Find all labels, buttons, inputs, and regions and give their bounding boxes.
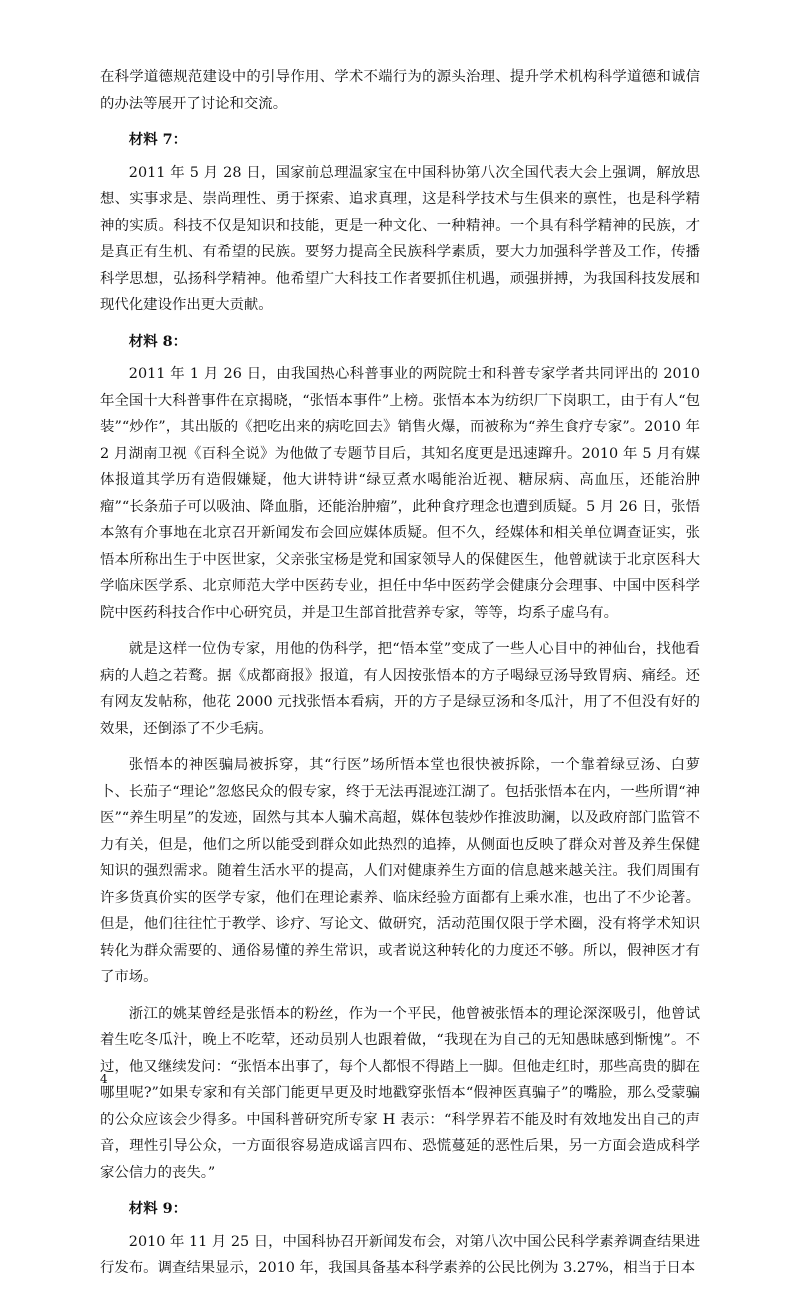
material-7-paragraph: 2011 年 5 月 28 日，国家前总理温家宝在中国科协第八次全国代表大会上强调，解放思想、实事求是、崇尚理性、勇于探索、追求真理，这是科学技术与生俱来的禀性，也是科学精神的实质。科技不仅是知识和技能，更是一种文化、一种精神。一个具有科学精神的民族，才是真正有生机、有希望的民族。要努力提高全民族科学素质，要大力加强科学普及工作，传播科学思想，弘扬科学精神。他希望广大科技工作者要抓住机遇，顽强拼搏，为我国科技发展和现代化建设作出更大贡献。 bbox=[100, 164, 700, 313]
intro-paragraph: 在科学道德规范建设中的引导作用、学术不端行为的源头治理、提升学术机构科学道德和诚信的办法等展开了讨论和交流。 bbox=[100, 69, 700, 112]
material-9-heading: 材料 9： bbox=[128, 1200, 187, 1217]
material-8-paragraph-3: 张悟本的神医骗局被拆穿，其“行医”场所悟本堂也很快被拆除，一个靠着绿豆汤、白萝卜、长茄子“理论”忽悠民众的假专家，终于无法再混迹江湖了。包括张悟本在内，一些所谓“神医”“养生明星”的发迹，固然与其本人骗术高超，媒体包装炒作推波助澜，以及政府部门监管不力有关，但是，他们之所以能受到群众如此热烈的追捧，从侧面也反映了群众对普及养生保健知识的强烈需求。随着生活水平的提高，人们对健康养生方面的信息越来越关注。我们周围有许多货真价实的医学专家，他们在理论素养、临床经验方面都有上乘水准，也出了不少论著。但是，他们往往忙于教学、诊疗、写论文、做研究，活动范围仅限于学术圈，没有将学术知识转化为群众需要的、通俗易懂的养生常识，或者说这种转化的力度还不够。所以，假神医才有了市场。 bbox=[100, 757, 700, 985]
document-body bbox=[100, 64, 700, 1292]
material-9-paragraph: 2010 年 11 月 25 日，中国科协召开新闻发布会，对第八次中国公民科学素养调查结果进行发布。调查结果显示，2010 年，我国具备基本科学素养的公民比例为 3.27%，相当于日本 bbox=[100, 1233, 700, 1276]
material-7-heading: 材料 7： bbox=[128, 131, 187, 148]
material-8-paragraph-2: 就是这样一位伪专家，用他的伪科学，把“悟本堂”变成了一些人心目中的神仙台，找他看病的人趋之若鹜。据《成都商报》报道，有人因按张悟本的方子喝绿豆汤导致胃病、痛经。还有网友发帖称，他花 2000 元找张悟本看病，开的方子是绿豆汤和冬瓜汁，用了不但没有好的效果，还倒添了不少毛病。 bbox=[100, 641, 700, 737]
material-8-paragraph-4: 浙江的姚某曾经是张悟本的粉丝，作为一个平民，他曾被张悟本的理论深深吸引，他曾试着生吃冬瓜汁，晚上不吃荤，还动员别人也跟着做，“我现在为自己的无知愚昧感到惭愧”。不过，他又继续发问：“张悟本出事了，每个人都恨不得踏上一脚。但他走红时，那些高贵的脚在哪里呢?”如果专家和有关部门能更早更及时地戳穿张悟本“假神医真骗子”的嘴脸，那么受蒙骗的公众应该会少得多。中国科普研究所专家 H 表示：“科学界若不能及时有效地发出自己的声音，理性引导公众，一方面很容易造成谣言四布、恐慌蔓延的恶性后果，另一方面会造成科学家公信力的丧失。” bbox=[100, 1005, 700, 1181]
material-8-paragraph-1: 2011 年 1 月 26 日，由我国热心科普事业的两院院士和科普专家学者共同评出的 2010 年全国十大科普事件在京揭晓，“张悟本事件”上榜。张悟本本为纺织厂下岗职工，由于有人“包装”“炒作”，其出版的《把吃出来的病吃回去》销售火爆，而被称为“养生食疗专家”。2010 年 2 月湖南卫视《百科全说》为他做了专题节目后，其知名度更是迅速蹿升。2010 年 5 月有媒体报道其学历有造假嫌疑，他大讲特讲“绿豆煮水喝能治近视、糖尿病、高血压，还能治肿瘤”“长条茄子可以吸油、降血脂，还能治肿瘤”，此种食疗理念也遭到质疑。5 月 26 日，张悟本煞有介事地在北京召开新闻发布会回应媒体质疑。但不久，经媒体和相关单位调查证实，张悟本所称出生于中医世家，父亲张宝杨是党和国家领导人的保健医生，他曾就读于北京医科大学临床医学系、北京师范大学中医药专业，担任中华中医药学会健康分会理事、中国中医科学院中医药科技合作中心研究员，并是卫生部首批营养专家，等等，均系子虚乌有。 bbox=[100, 366, 700, 621]
material-8-heading: 材料 8： bbox=[128, 332, 187, 350]
page-number: 4 bbox=[100, 1072, 108, 1086]
